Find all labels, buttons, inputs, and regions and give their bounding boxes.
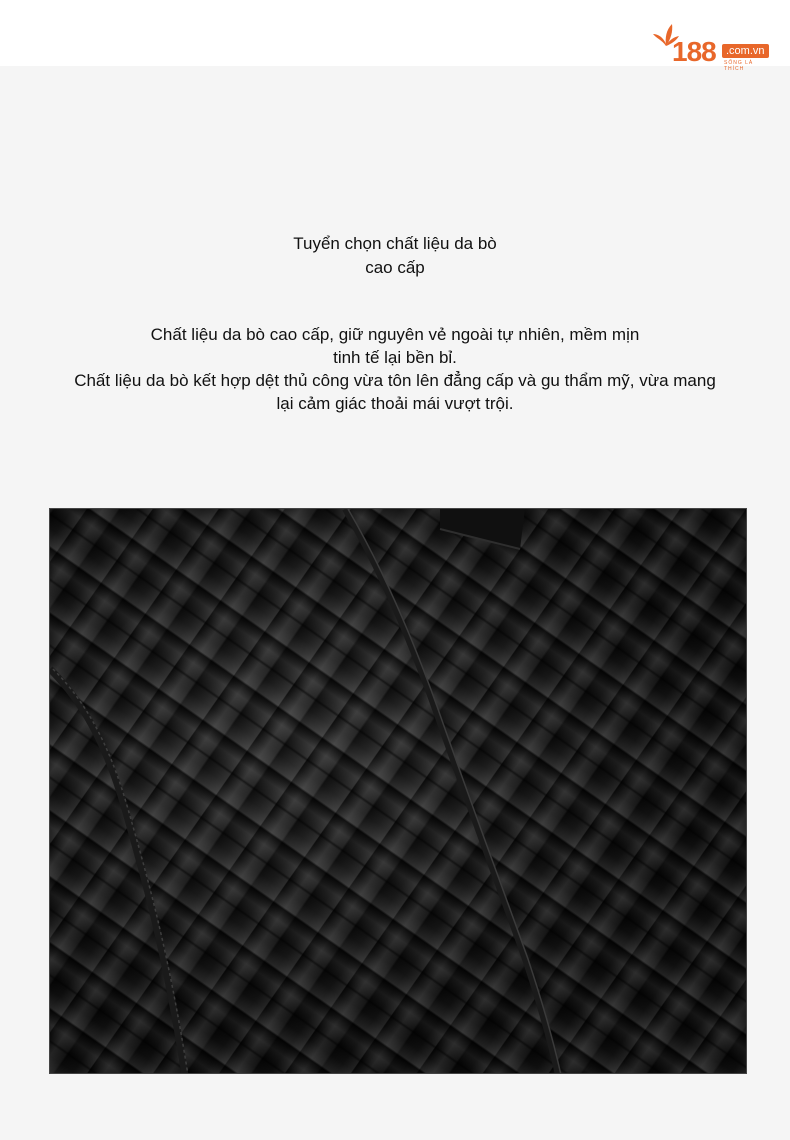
- headline-line-2: cao cấp: [365, 258, 425, 277]
- paragraph-2-line-2: lại cảm giác thoải mái vượt trội.: [276, 394, 514, 413]
- top-bar: [0, 0, 790, 72]
- description-paragraph-1: [20, 323, 770, 369]
- logo-slogan: SỐNG LÀ THÍCH: [724, 60, 754, 72]
- section-headline: [195, 232, 595, 280]
- paragraph-1-line-1: Chất liệu da bò cao cấp, giữ nguyên vẻ ngoài tự nhiên, mềm mịn: [150, 325, 640, 344]
- logo-domain: .com.vn: [722, 44, 769, 58]
- site-logo[interactable]: [652, 18, 772, 72]
- description-paragraph-2: [20, 369, 770, 415]
- leather-stitch-overlay: [50, 509, 747, 1074]
- logo-number: 188: [672, 36, 716, 67]
- paragraph-2-line-1: Chất liệu da bò kết hợp dệt thủ công vừa tôn lên đẳng cấp và gu thẩm mỹ, vừa mang: [74, 371, 716, 390]
- woven-leather-photo: [49, 508, 747, 1074]
- headline-line-1: Tuyển chọn chất liệu da bò: [293, 234, 497, 253]
- paragraph-1-line-2: tinh tế lại bền bỉ.: [333, 348, 457, 367]
